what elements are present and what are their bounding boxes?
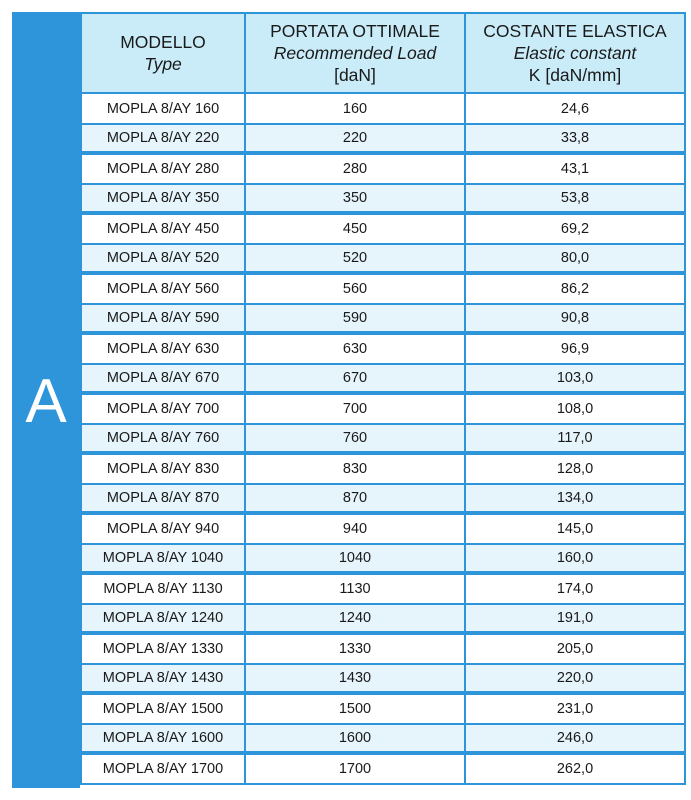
- table-row: [81, 544, 685, 573]
- cell-elastic-constant: 108,0: [465, 393, 685, 424]
- cell-model: MOPLA 8/AY 160: [81, 93, 245, 124]
- table-row: [81, 724, 685, 753]
- cell-load: 450: [245, 213, 465, 244]
- table-row: [81, 753, 685, 784]
- cell-model: MOPLA 8/AY 940: [81, 513, 245, 544]
- cell-model: MOPLA 8/AY 870: [81, 484, 245, 513]
- cell-load: 1600: [245, 724, 465, 753]
- table-row: [81, 424, 685, 453]
- cell-elastic-constant: 134,0: [465, 484, 685, 513]
- cell-load: 870: [245, 484, 465, 513]
- cell-elastic-constant: 53,8: [465, 184, 685, 213]
- table-row: [81, 664, 685, 693]
- table-row: [81, 633, 685, 664]
- table-row: [81, 693, 685, 724]
- cell-elastic-constant: 246,0: [465, 724, 685, 753]
- cell-load: 1430: [245, 664, 465, 693]
- cell-model: MOPLA 8/AY 760: [81, 424, 245, 453]
- header-elastic-constant: [465, 13, 685, 93]
- table-row: [81, 244, 685, 273]
- table-row: [81, 184, 685, 213]
- cell-load: 560: [245, 273, 465, 304]
- header-load-en: Recommended Load: [273, 43, 437, 63]
- cell-load: 350: [245, 184, 465, 213]
- cell-elastic-constant: 24,6: [465, 93, 685, 124]
- header-model-en: Type: [144, 54, 182, 74]
- cell-elastic-constant: 160,0: [465, 544, 685, 573]
- cell-load: 1040: [245, 544, 465, 573]
- header-model-main: MODELLO: [120, 32, 206, 52]
- cell-elastic-constant: 96,9: [465, 333, 685, 364]
- cell-elastic-constant: 231,0: [465, 693, 685, 724]
- table-row: [81, 93, 685, 124]
- cell-load: 760: [245, 424, 465, 453]
- cell-load: 1130: [245, 573, 465, 604]
- table-row: [81, 304, 685, 333]
- cell-model: MOPLA 8/AY 1600: [81, 724, 245, 753]
- cell-elastic-constant: 205,0: [465, 633, 685, 664]
- cell-model: MOPLA 8/AY 1040: [81, 544, 245, 573]
- cell-load: 700: [245, 393, 465, 424]
- cell-load: 670: [245, 364, 465, 393]
- cell-elastic-constant: 262,0: [465, 753, 685, 784]
- table-row: [81, 513, 685, 544]
- table-row: [81, 604, 685, 633]
- cell-model: MOPLA 8/AY 350: [81, 184, 245, 213]
- cell-elastic-constant: 145,0: [465, 513, 685, 544]
- section-letter: A: [25, 367, 67, 436]
- table-row: [81, 333, 685, 364]
- cell-elastic-constant: 43,1: [465, 153, 685, 184]
- section-side-band: [12, 12, 80, 788]
- cell-model: MOPLA 8/AY 1700: [81, 753, 245, 784]
- cell-model: MOPLA 8/AY 560: [81, 273, 245, 304]
- cell-model: MOPLA 8/AY 1240: [81, 604, 245, 633]
- cell-elastic-constant: 220,0: [465, 664, 685, 693]
- table-row: [81, 453, 685, 484]
- table-body: [81, 93, 685, 784]
- cell-elastic-constant: 33,8: [465, 124, 685, 153]
- table-row: [81, 213, 685, 244]
- header-load-main: PORTATA OTTIMALE: [270, 21, 440, 41]
- cell-model: MOPLA 8/AY 1130: [81, 573, 245, 604]
- cell-load: 520: [245, 244, 465, 273]
- cell-model: MOPLA 8/AY 1430: [81, 664, 245, 693]
- cell-load: 280: [245, 153, 465, 184]
- cell-model: MOPLA 8/AY 700: [81, 393, 245, 424]
- cell-load: 590: [245, 304, 465, 333]
- cell-load: 1700: [245, 753, 465, 784]
- table-row: [81, 124, 685, 153]
- cell-model: MOPLA 8/AY 450: [81, 213, 245, 244]
- table-row: [81, 393, 685, 424]
- cell-load: 1330: [245, 633, 465, 664]
- header-k-main: COSTANTE ELASTICA: [483, 21, 667, 41]
- cell-model: MOPLA 8/AY 220: [81, 124, 245, 153]
- cell-load: 160: [245, 93, 465, 124]
- cell-elastic-constant: 90,8: [465, 304, 685, 333]
- cell-load: 1240: [245, 604, 465, 633]
- cell-elastic-constant: 69,2: [465, 213, 685, 244]
- cell-model: MOPLA 8/AY 280: [81, 153, 245, 184]
- spec-table: [80, 12, 686, 785]
- cell-elastic-constant: 191,0: [465, 604, 685, 633]
- header-load: [245, 13, 465, 93]
- cell-model: MOPLA 8/AY 1500: [81, 693, 245, 724]
- table-row: [81, 484, 685, 513]
- header-k-unit: K [daN/mm]: [528, 65, 622, 85]
- cell-elastic-constant: 80,0: [465, 244, 685, 273]
- table-row: [81, 153, 685, 184]
- cell-load: 1500: [245, 693, 465, 724]
- header-k-en: Elastic constant: [513, 43, 637, 63]
- cell-model: MOPLA 8/AY 830: [81, 453, 245, 484]
- cell-elastic-constant: 103,0: [465, 364, 685, 393]
- cell-elastic-constant: 117,0: [465, 424, 685, 453]
- table-header: [81, 13, 685, 93]
- cell-elastic-constant: 128,0: [465, 453, 685, 484]
- cell-load: 940: [245, 513, 465, 544]
- cell-elastic-constant: 86,2: [465, 273, 685, 304]
- header-load-unit: [daN]: [334, 65, 376, 85]
- cell-model: MOPLA 8/AY 630: [81, 333, 245, 364]
- cell-model: MOPLA 8/AY 520: [81, 244, 245, 273]
- cell-elastic-constant: 174,0: [465, 573, 685, 604]
- cell-load: 220: [245, 124, 465, 153]
- cell-model: MOPLA 8/AY 590: [81, 304, 245, 333]
- table-row: [81, 573, 685, 604]
- cell-load: 830: [245, 453, 465, 484]
- table-row: [81, 273, 685, 304]
- cell-load: 630: [245, 333, 465, 364]
- table-row: [81, 364, 685, 393]
- cell-model: MOPLA 8/AY 670: [81, 364, 245, 393]
- spring-spec-table-frame: [12, 12, 684, 788]
- header-model: [81, 13, 245, 93]
- cell-model: MOPLA 8/AY 1330: [81, 633, 245, 664]
